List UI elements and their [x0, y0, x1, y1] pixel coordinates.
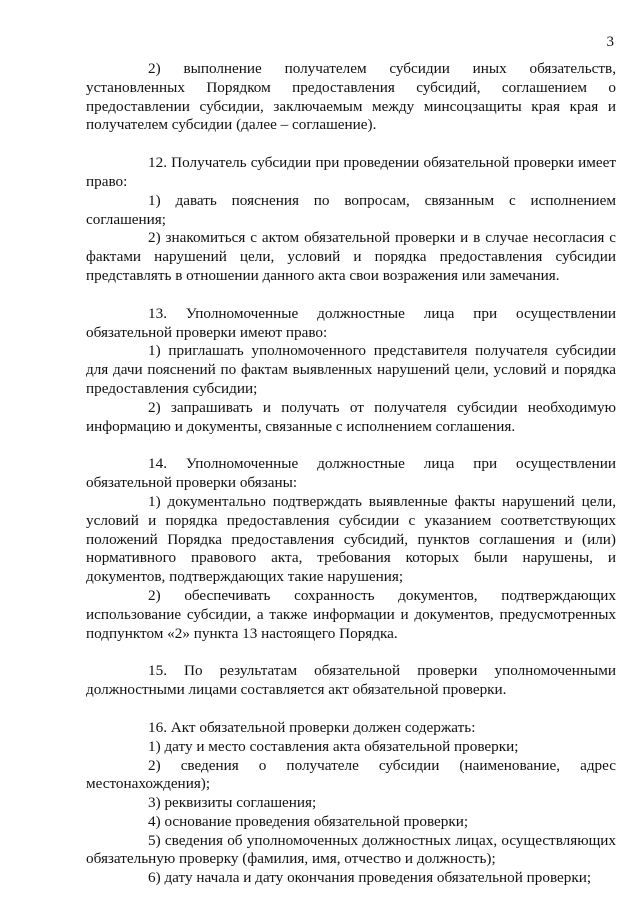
paragraph: 13. Уполномоченные должностные лица при осуществлении обязательной проверки имеют право: — [86, 304, 616, 341]
paragraph: 1) дату и место составления акта обязательной проверки; — [148, 737, 519, 755]
page-number: 3 — [606, 34, 614, 50]
paragraph: 15. По результатам обязательной проверки уполномоченными должностными лицами составляется акт обязательной проверки. — [86, 662, 616, 699]
paragraph: 2) запрашивать и получать от получателя субсидии необходимую информацию и документы, связанные с исполнением соглашения. — [86, 398, 616, 435]
paragraph: 12. Получатель субсидии при проведении обязательной проверки имеет право: — [86, 154, 616, 190]
paragraph: 5) сведения об уполномоченных должностных лицах, осуществляющих обязательную проверку (фамилия, имя, отчество и должность); — [86, 831, 616, 868]
paragraph: 2) сведения о получателе субсидии (наименование, адрес местонахождения); — [86, 756, 616, 793]
paragraph: 1) документально подтверждать выявленные факты нарушений цели, условий и порядка предоставления субсидии с указанием соответствующих положений Порядка предоставления субсидий, пунктов соглашения и (или) нормативного правового акта, требования которых были нарушены, и документов, подтверждающих такие нарушения; — [86, 492, 616, 586]
paragraph: 14. Уполномоченные должностные лица при осуществлении обязательной проверки обязаны: — [86, 455, 616, 492]
paragraph: 1) приглашать уполномоченного представителя получателя субсидии для дачи пояснений по фактам выявленных нарушений цели, условий и порядка предоставления субсидии; — [86, 342, 616, 397]
paragraph: 2) знакомиться с актом обязательной проверки и в случае несогласия с фактами нарушений цели, условий и порядка предоставления субсидии представлять в отношении данного акта свои возражения или замечания. — [86, 229, 616, 284]
paragraph: 6) дату начала и дату окончания проведения обязательной проверки; — [148, 869, 592, 887]
paragraph: 2) обеспечивать сохранность документов, подтверждающих использование субсидии, а также информации и документов, предусмотренных подпунктом «2» пункта 13 настоящего Порядка. — [86, 586, 616, 642]
document-body — [86, 60, 616, 888]
paragraph: 3) реквизиты соглашения; — [148, 794, 317, 812]
paragraph: 1) давать пояснения по вопросам, связанным с исполнением соглашения; — [86, 191, 616, 228]
paragraph: 2) выполнение получателем субсидии иных обязательств, установленных Порядком предоставления субсидий, соглашением о предоставлении субсидии, заключаемым между минсоцзащиты края края и получателем субсидии (далее – соглашение). — [86, 60, 616, 134]
paragraph: 16. Акт обязательной проверки должен содержать: — [148, 718, 476, 736]
paragraph: 4) основание проведения обязательной проверки; — [148, 812, 469, 830]
